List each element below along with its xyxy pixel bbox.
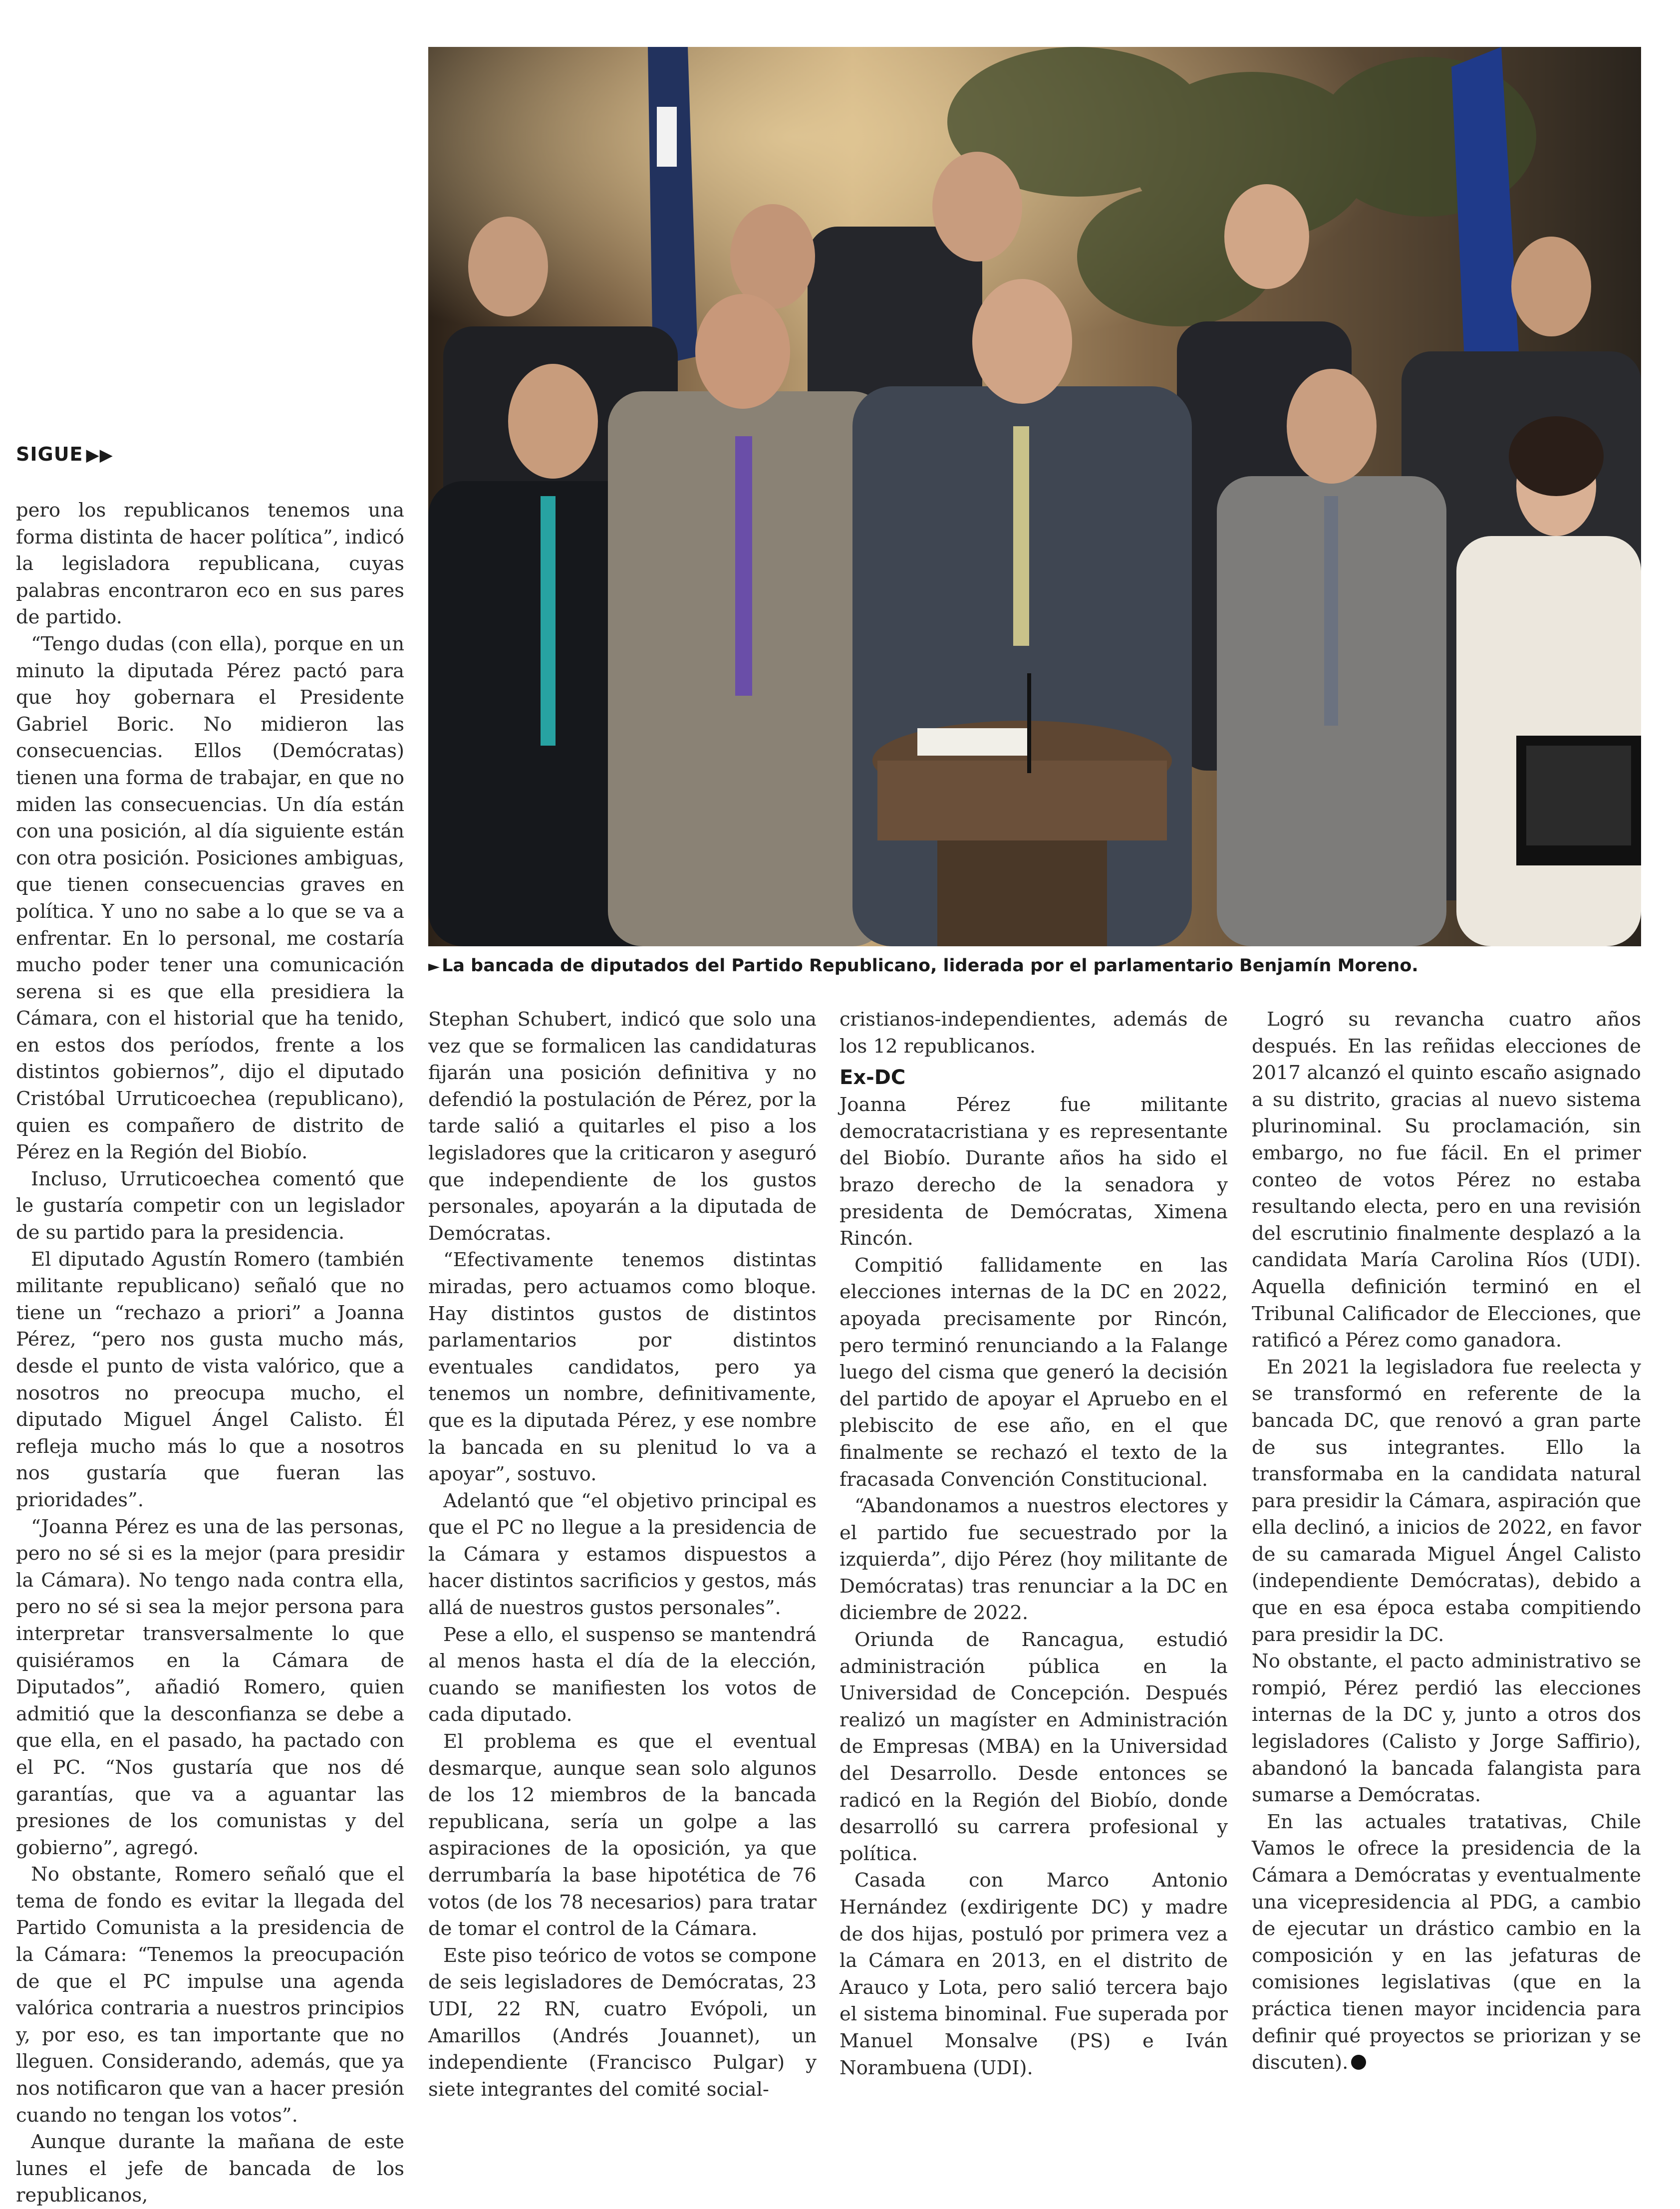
paragraph: Pese a ello, el suspenso se mantendrá al menos hasta el día de la elección, cuando se manifiesten los votos de cada diputado.	[428, 1623, 817, 1726]
paragraph: Oriunda de Rancagua, estudió administración pública en la Universidad de Concepción. Después realizó un magíster en Administración de Empresas (MBA) en la Universidad del Desarrollo. Desde entonces se radicó en la Región del Biobío, donde desarrolló su carrera profesional y política.	[840, 1629, 1228, 1865]
paragraph: Compitió fallidamente en las elecciones internas de la DC en 2022, apoyada precisamente por Rincón, pero terminó renunciando a la Falange luego del cisma que generó la decisión del partido de apoyar el Apruebo en el plebiscito de ese año, en el que finalmente se rechazó el texto de la fracasada Convención Constitucional.	[840, 1254, 1228, 1491]
article-column-3	[840, 1006, 1228, 2081]
paragraph: Este piso teórico de votos se compone de seis legisladores de Demócratas, 23 UDI, 22 RN, cuatro Evópoli, un Amarillos (Andrés Jouannet), un independiente (Francisco Pulgar) y siete integrantes del comité social-	[428, 1944, 817, 2101]
paragraph: cristianos-independientes, además de los 12 republicanos.	[840, 1008, 1228, 1058]
article-column-4	[1252, 1006, 1641, 2076]
paragraph: “Efectivamente tenemos distintas miradas, pero actuamos como bloque. Hay distintos gustos de distintos parlamentarios por distintos eventuales candidatos, pero ya tenemos un nombre, definitivamente, que es la diputada Pérez, y ese nombre la bancada en su plenitud lo va a apoyar”, sostuvo.	[428, 1249, 817, 1486]
paragraph: Incluso, Urruticoechea comentó que le gustaría competir con un legislador de su partido para la presidencia.	[16, 1167, 404, 1244]
paragraph: “Joanna Pérez es una de las personas, pero no sé si es la mejor (para presidir la Cámara). No tengo nada contra ella, pero no sé si sea la mejor persona para interpretar transversalmente lo que quisiéramos en la Cámara de Diputados”, añadió Romero, quien admitió que la desconfianza se debe a que ella, en el pasado, ha pactado con el PC. “Nos gustaría que nos dé garantías, que va a aguantar las presiones de los comunistas y del gobierno”, agregó.	[16, 1515, 404, 1859]
paragraph: El diputado Agustín Romero (también militante republicano) señaló que no tiene un “rechazo a priori” a Joanna Pérez, “pero nos gusta mucho más, desde el punto de vista valórico, que a nosotros no preocupa mucho, el diputado Miguel Ángel Calisto. Él refleja mucho más lo que a nosotros nos gustaría que fueran las prioridades”.	[16, 1248, 404, 1511]
paragraph: pero los republicanos tenemos una forma distinta de hacer política”, indicó la legisladora republicana, cuyas palabras encontraron eco en sus pares de partido.	[16, 499, 404, 629]
paragraph: Adelantó que “el objetivo principal es que el PC no llegue a la presidencia de la Cámara y estamos dispuestos a hacer distintos sacrificios y gestos, más allá de nuestros gustos personales”.	[428, 1489, 817, 1620]
caption-marker-icon: ►	[428, 958, 440, 975]
paragraph: Aunque durante la mañana de este lunes el jefe de bancada de los republicanos,	[16, 2131, 404, 2207]
news-photo	[428, 47, 1641, 946]
paragraph: Joanna Pérez fue militante democratacristiana y es representante del Biobío. Durante años ha sido el brazo derecho de la senadora y presidenta de Demócratas, Ximena Rincón.	[840, 1094, 1228, 1250]
end-of-article-icon	[1351, 2055, 1366, 2070]
article-column-2	[428, 1006, 817, 2103]
photo-caption	[428, 954, 1641, 978]
press-conference-photo	[428, 47, 1641, 946]
paragraph	[1252, 1809, 1641, 2076]
section-heading: Ex-DC	[840, 1066, 906, 1090]
article-column-1	[16, 497, 404, 2209]
paragraph: El problema es que el eventual desmarque, aunque sean solo algunos de los 12 miembros de la bancada republicana, sería un golpe a las aspiraciones de la oposición, ya que derrumbaría la base hipotética de 76 votos (de los 78 necesarios) para tratar de tomar el control de la Cámara.	[428, 1730, 817, 1940]
paragraph: “Tengo dudas (con ella), porque en un minuto la diputada Pérez pactó para que hoy gobernara el Presidente Gabriel Boric. No midieron las consecuencias. Ellos (Demócratas) tienen una forma de trabajar, en que no miden las consecuencias. Un día están con una posición, al día siguiente están con otra posición. Posiciones ambiguas, que tienen consecuencias graves en política. Y uno no sabe a lo que se va a enfrentar. En lo personal, me costaría mucho poder tener una comunicación serena si es que ella presidiera la Cámara, con el historial que ha tenido, en estos dos períodos, frente a los distintos gobiernos”, dijo el diputado Cristóbal Urruticoechea (republicano), quien es compañero de distrito de Pérez en la Región del Biobío.	[16, 632, 404, 1164]
paragraph: Casada con Marco Antonio Hernández (exdirigente DC) y madre de dos hijas, postuló por primera vez a la Cámara en 2013, en el distrito de Arauco y Lota, pero salió tercera bajo el sistema binominal. Fue superada por Manuel Monsalve (PS) e Iván Norambuena (UDI).	[840, 1869, 1228, 2079]
sigue-label	[16, 443, 113, 465]
caption-text: La bancada de diputados del Partido Republicano, liderada por el parlamentario Benjamín Moreno.	[442, 956, 1418, 976]
paragraph: No obstante, el pacto administrativo se rompió, Pérez perdió las elecciones internas de la DC y, junto a otros dos legisladores (Calisto y Jorge Saffirio), abandonó la bancada falangista para sumarse a Demócratas.	[1252, 1650, 1641, 1807]
paragraph: En 2021 la legisladora fue reelecta y se transformó en referente de la bancada DC, que renovó a gran parte de sus integrantes. Ello la transformaba en la candidata natural para presidir la Cámara, aspiración que ella declinó, a inicios de 2022, en favor de su camarada Miguel Ángel Calisto (independiente Demócratas), debido a que en esa época estaba compitiendo para presidir la DC.	[1252, 1356, 1641, 1646]
paragraph: Stephan Schubert, indicó que solo una vez que se formalicen las candidaturas fijarán una posición definitiva y no defendió la postulación de Pérez, por la tarde salió a quitarles el piso a los legisladores que la criticaron y aseguró que independiente de los gustos personales, apoyarán a la diputada de Demócratas.	[428, 1008, 817, 1245]
double-arrow-icon: ▶▶	[86, 445, 113, 465]
paragraph: No obstante, Romero señaló que el tema de fondo es evitar la llegada del Partido Comunista a la presidencia de la Cámara: “Tenemos la preocupación de que el PC impulse una agenda valórica contraria a nuestros principios y, por eso, es tan importante que no lleguen. Considerando, además, que ya nos notificaron que van a hacer presión cuando no tengan los votos”.	[16, 1863, 404, 2127]
paragraph-text: En las actuales tratativas, Chile Vamos le ofrece la presidencia de la Cámara a Demócratas y eventualmente una vicepresidencia al PDG, a cambio de ejecutar un drástico cambio en la composición y en las jefaturas de comisiones legislativas (que en la práctica tienen mayor incidencia para definir qué proyectos se priorizan y se discuten).	[1252, 1810, 1641, 2074]
sigue-text: SIGUE	[16, 443, 83, 465]
paragraph: Logró su revancha cuatro años después. En las reñidas elecciones de 2017 alcanzó el quinto escaño asignado a su distrito, gracias al nuevo sistema plurinominal. Su proclamación, sin embargo, no fue fácil. En el primer conteo de votos Pérez no estaba resultando electa, pero en una revisión del escrutinio finalmente desplazó a la candidata María Carolina Ríos (UDI). Aquella definición terminó en el Tribunal Calificador de Elecciones, que ratificó a Pérez como ganadora.	[1252, 1008, 1641, 1352]
paragraph: “Abandonamos a nuestros electores y el partido fue secuestrado por la izquierda”, dijo Pérez (hoy militante de Demócratas) tras renunciar a la DC en diciembre de 2022.	[840, 1495, 1228, 1625]
